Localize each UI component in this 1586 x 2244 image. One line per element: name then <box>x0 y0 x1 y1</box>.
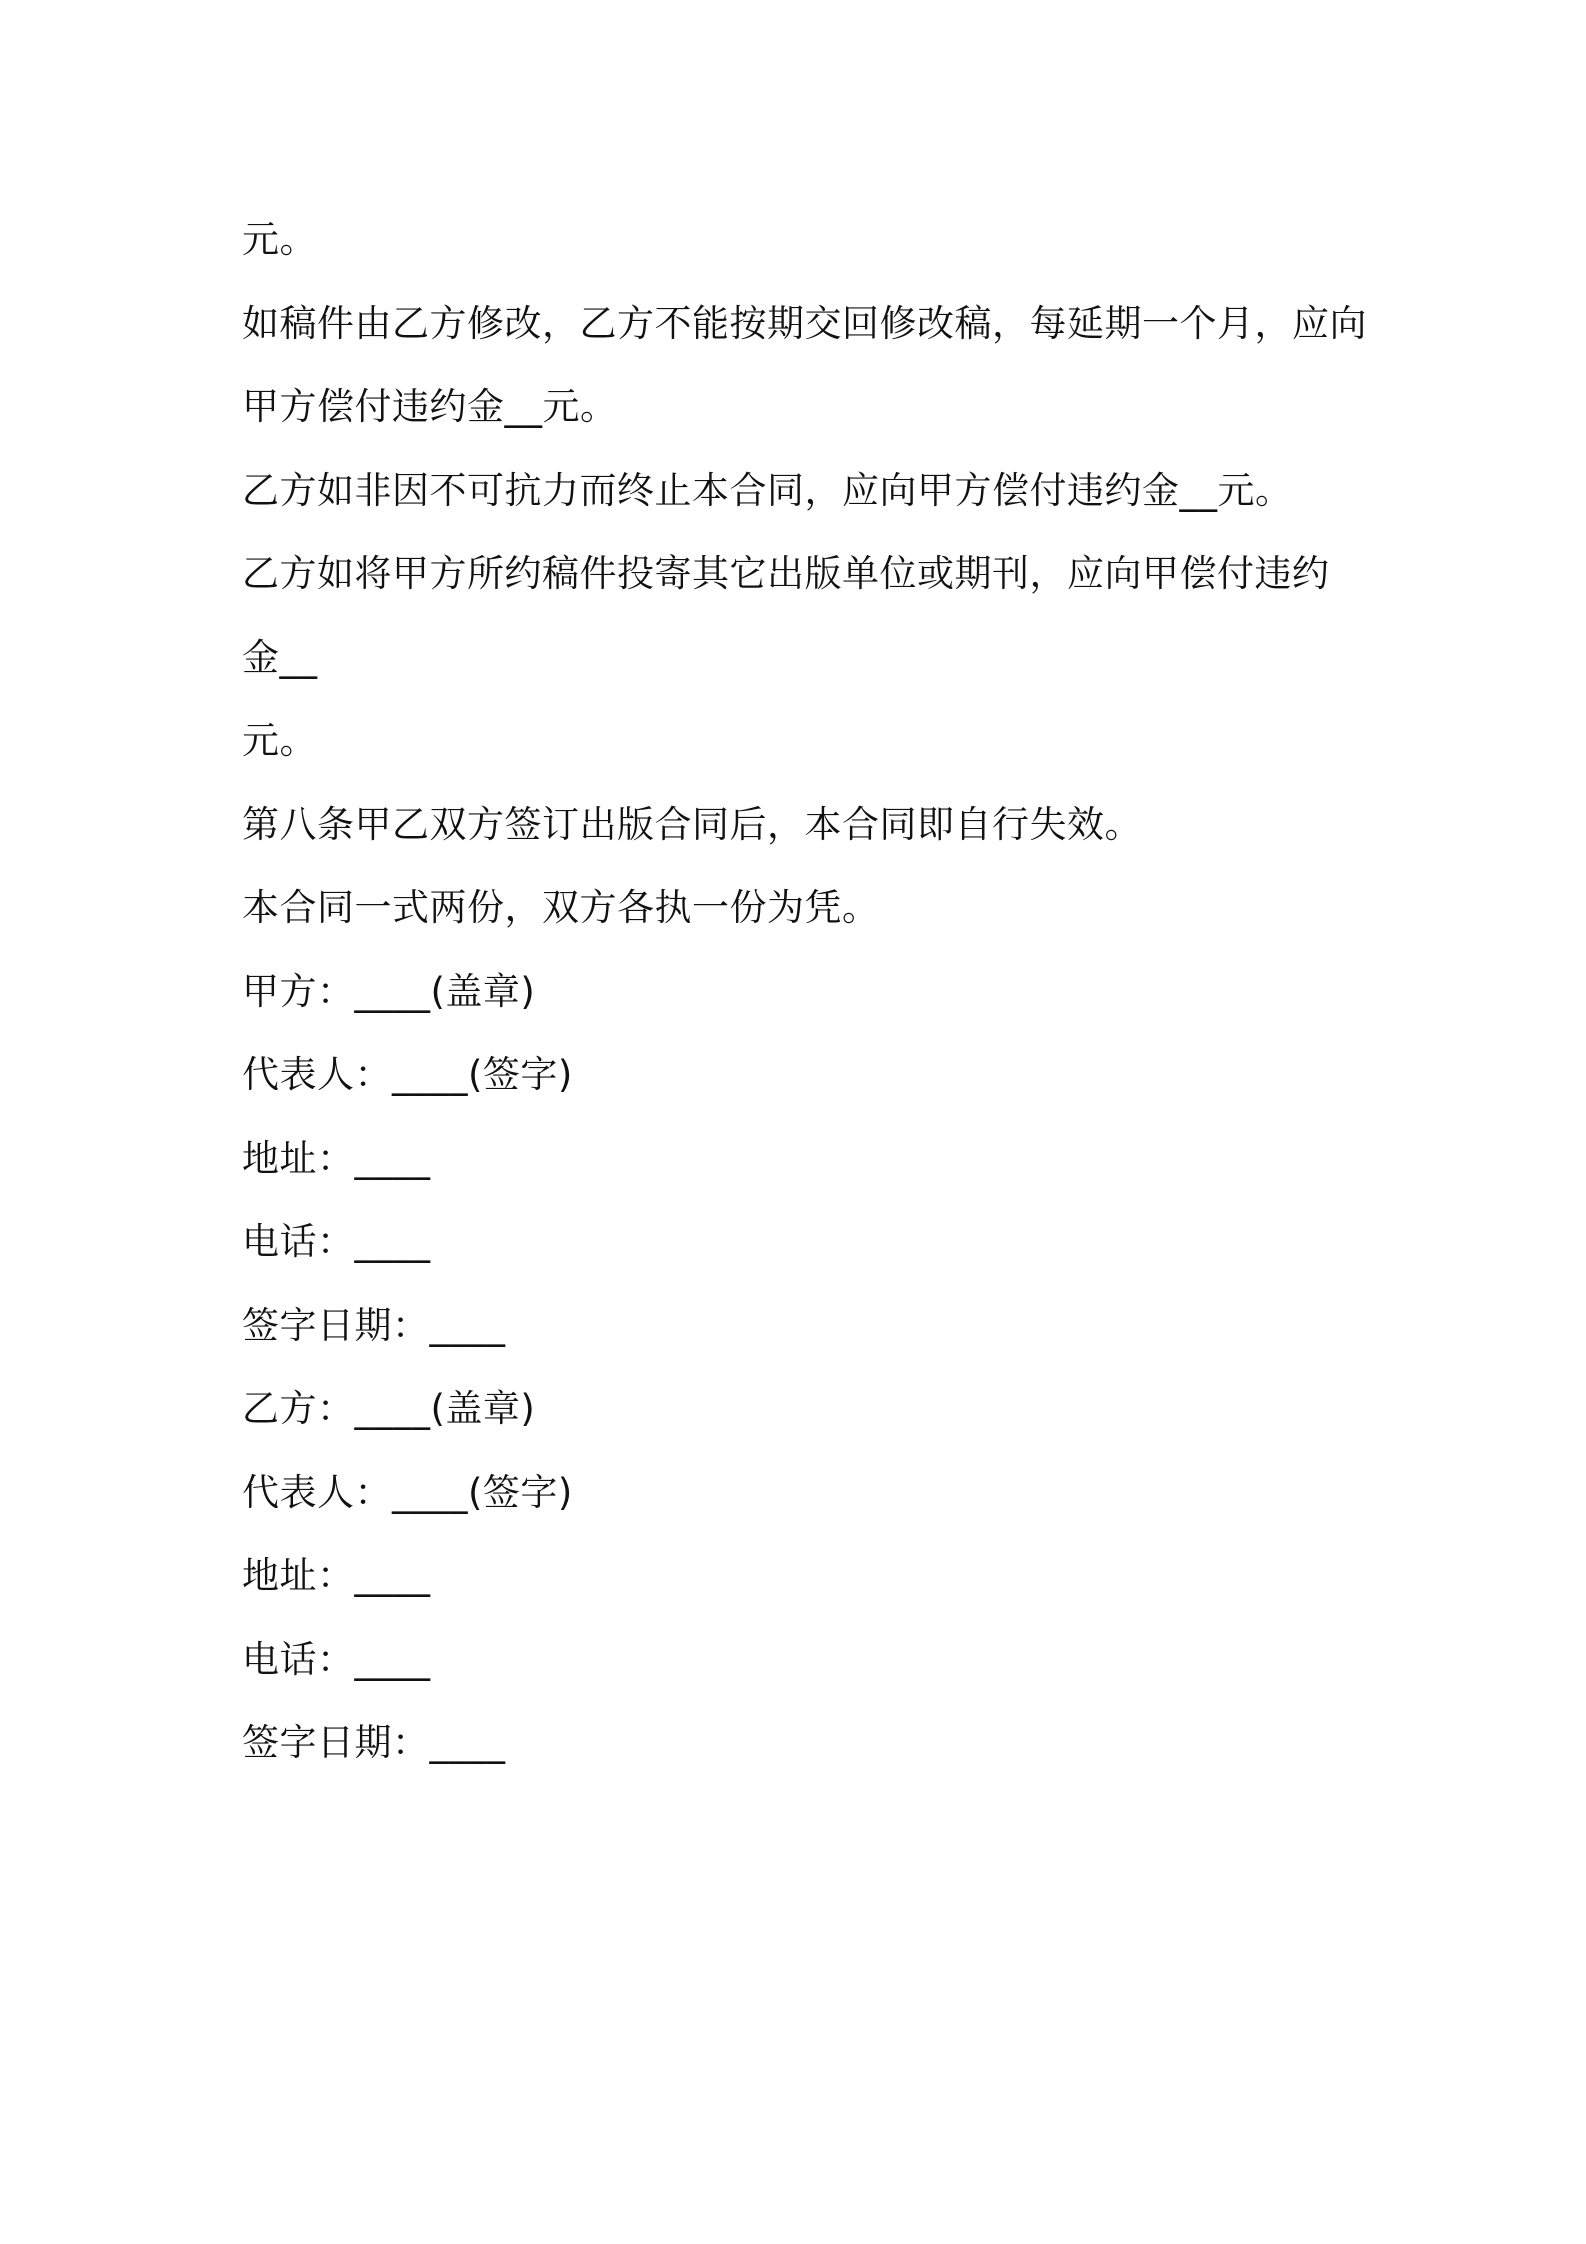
party-b-address: 地址：____ <box>242 1554 431 1597</box>
article-8: 第八条甲乙双方签订出版合同后，本合同即自行失效。 <box>242 802 1142 846</box>
party-b-seal: 乙方：____(盖章) <box>242 1387 536 1430</box>
party-a-sign-date: 签字日期：____ <box>242 1303 506 1347</box>
party-b-sign-date: 签字日期：____ <box>242 1721 506 1764</box>
text-line: 元。 <box>242 719 317 762</box>
text-line: 甲方偿付违约金__元。 <box>242 385 618 428</box>
copies-clause: 本合同一式两份，双方各执一份为凭。 <box>242 886 880 929</box>
text-line: 金__ <box>242 635 318 679</box>
text-line: 元。 <box>242 218 317 261</box>
party-a-phone: 电话：____ <box>242 1220 431 1263</box>
party-b-phone: 电话：____ <box>242 1637 431 1681</box>
text-line: 如稿件由乙方修改，乙方不能按期交回修改稿，每延期一个月，应向 <box>242 301 1367 345</box>
party-a-seal: 甲方：____(盖章) <box>242 969 536 1013</box>
party-a-representative: 代表人：____(签字) <box>242 1053 573 1096</box>
party-a-address: 地址：____ <box>242 1136 431 1180</box>
document-body <box>242 198 1367 1785</box>
party-b-representative: 代表人：____(签字) <box>242 1470 573 1514</box>
text-line: 乙方如将甲方所约稿件投寄其它出版单位或期刊，应向甲偿付违约 <box>242 552 1330 595</box>
text-line: 乙方如非因不可抗力而终止本合同，应向甲方偿付违约金__元。 <box>242 468 1293 512</box>
